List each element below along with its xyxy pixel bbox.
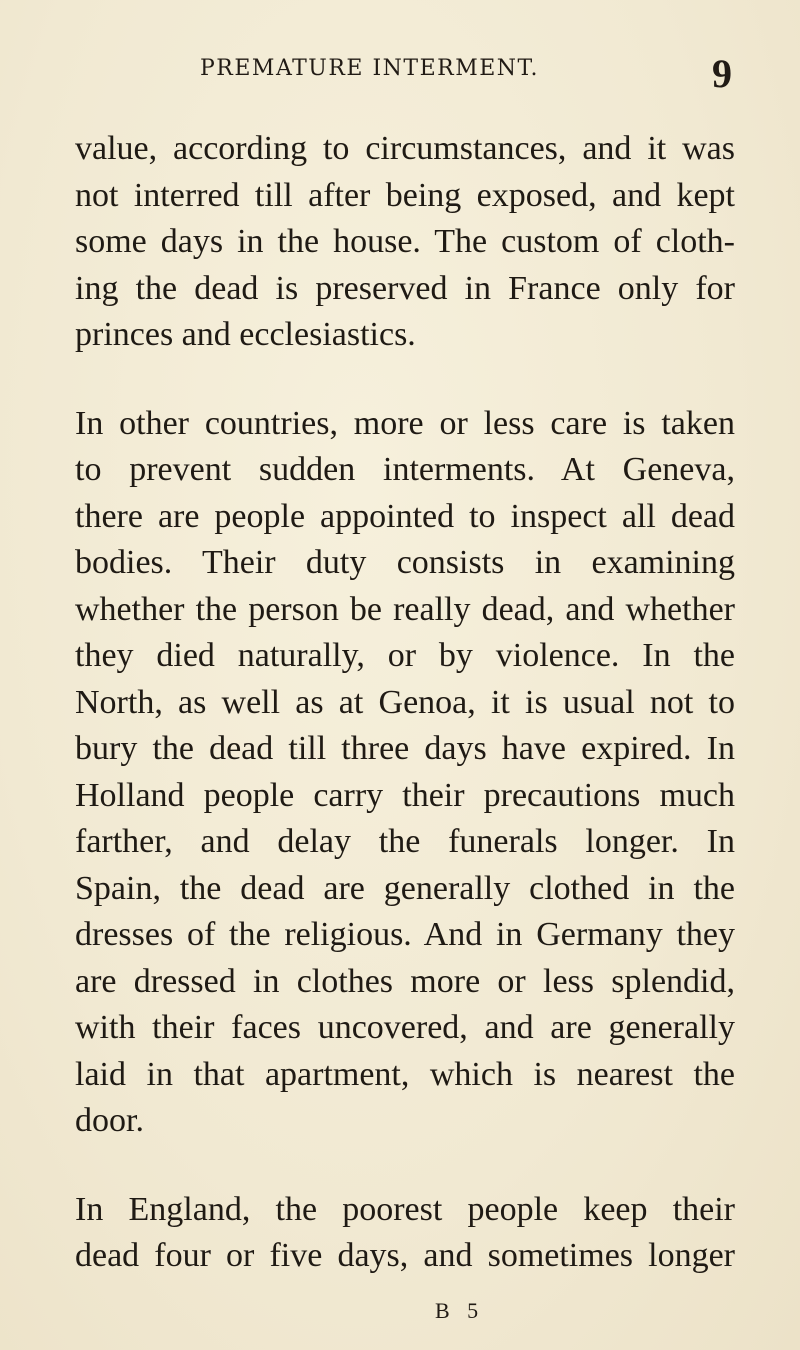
paragraph-gap [75,1145,735,1187]
body-text [75,126,735,1280]
text-line: door. [75,1102,144,1139]
page-number: 9 [712,51,732,96]
text-line: there are people appointed to inspect all dead [75,497,735,535]
running-title: PREMATURE INTERMENT. [200,56,539,81]
text-line: farther, and delay the funerals longer. In [75,823,735,860]
text-line: North, as well as at Genoa, it is usual not to [75,683,735,721]
text-line: bury the dead till three days have expired. In [75,730,735,767]
text-line: whether the person be really dead, and whether [75,590,735,628]
paragraph-gap [75,359,735,401]
text-line: Holland people carry their precautions much [75,776,735,814]
text-line: dead four or five days, and sometimes longer [75,1237,735,1274]
text-line: dresses of the religious. And in Germany they [75,916,735,953]
text-line: not interred till after being exposed, and kept [75,176,735,214]
text-line: ing the dead is preserved in France only for [75,269,735,307]
signature-mark: B 5 [435,1298,485,1323]
paragraph-1 [75,126,735,359]
paragraph-3 [75,1187,735,1280]
text-line: princes and ecclesiastics. [75,316,416,353]
text-line: bodies. Their duty consists in examining [75,544,735,581]
text-line: In England, the poorest people keep their [75,1190,735,1228]
text-line: they died naturally, or by violence. In the [75,637,735,674]
text-line: In other countries, more or less care is taken [75,404,735,442]
text-line: to prevent sudden interments. At Geneva, [75,451,735,488]
text-line: laid in that apartment, which is nearest the [75,1055,735,1093]
text-line: some days in the house. The custom of cloth- [75,223,735,260]
text-line: value, according to circumstances, and it was [75,130,735,167]
text-line: are dressed in clothes more or less splendid, [75,962,735,1000]
text-line: Spain, the dead are generally clothed in the [75,869,735,907]
text-line: with their faces uncovered, and are generally [75,1009,735,1046]
paragraph-2 [75,401,735,1145]
